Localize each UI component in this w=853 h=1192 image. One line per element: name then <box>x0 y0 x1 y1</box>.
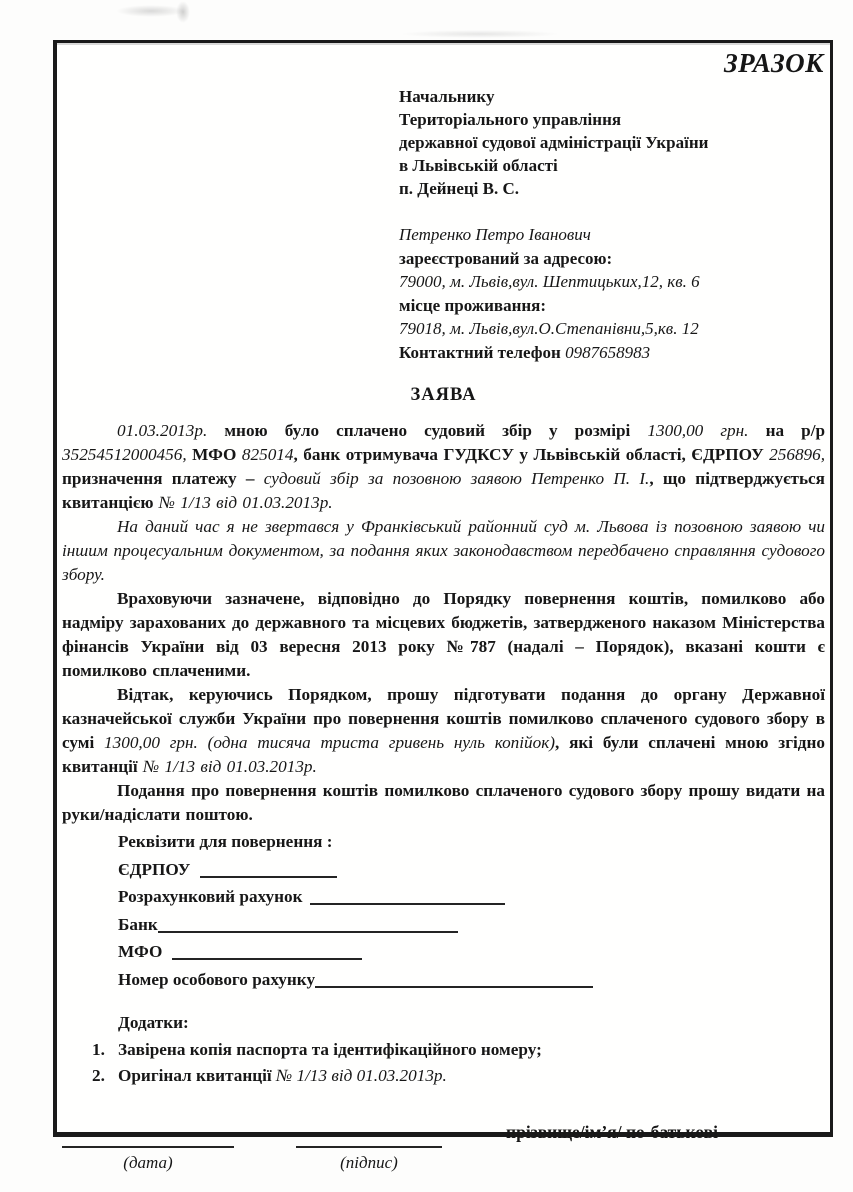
fullname-hint: прізвище/ім’я/ по-батькові <box>506 1122 718 1143</box>
applicant-block <box>399 223 825 364</box>
field-label-bank: Банк <box>118 914 158 934</box>
text-run: на р/р <box>765 421 831 441</box>
text-run: , що підтверджується квитанцією <box>62 469 831 513</box>
scan-smudge <box>176 1 190 23</box>
paragraph-refund-request <box>62 683 831 779</box>
requisite-row-account <box>118 883 825 911</box>
paragraph-procedure-reference <box>62 587 831 683</box>
text-run: МФО <box>192 445 242 465</box>
text-run: 01.03.2013р. <box>117 421 225 441</box>
attachment-item <box>92 1037 825 1064</box>
residence-value: 79018, м. Львів,вул.О.Степанівни,5,кв. 12 <box>399 319 699 339</box>
paragraph-delivery-method <box>62 779 831 827</box>
document-title: ЗАЯВА <box>410 385 477 406</box>
requisites-block <box>118 828 825 993</box>
date-signature-line <box>62 1118 234 1148</box>
date-caption: (дата) <box>123 1152 173 1172</box>
document-border-frame <box>53 40 833 1172</box>
attachment-text <box>118 1040 542 1059</box>
paragraph-payment-details <box>62 419 831 515</box>
recipient-line: Територіального управління <box>399 110 622 130</box>
recipient-line: п. Дейнеці В. С. <box>399 179 520 199</box>
requisite-row-mfo <box>118 938 825 966</box>
text-run: 35254512000456, <box>62 445 193 465</box>
field-label-account: Розрахунковий рахунок <box>118 887 303 907</box>
blank-line-account <box>310 885 505 905</box>
registered-address-value: 79000, м. Львів,вул. Шептицьких,12, кв. 6 <box>399 272 700 292</box>
text-run: № 1/13 від 01.03.2013р. <box>158 493 333 513</box>
requisite-row-edrpou <box>118 856 825 884</box>
text-run: 256896, <box>769 445 831 465</box>
phone-line <box>399 341 825 365</box>
applicant-name: Петренко Петро Іванович <box>399 225 591 245</box>
requisite-row-personal-account <box>118 966 825 994</box>
attachment-number: 2. <box>92 1066 105 1086</box>
text-run: судовий збір за позовною заявою Петренко П. І. <box>263 469 650 489</box>
sign-signature-line <box>296 1118 442 1148</box>
recipient-line: Начальнику <box>399 87 495 107</box>
text-run: 825014 <box>241 445 294 465</box>
phone-number: 0987658983 <box>565 342 651 362</box>
text-run: , банк отримувача ГУДКСУ у Львівській області, ЄДРПОУ <box>293 445 770 465</box>
signature-captions <box>62 1153 825 1173</box>
attachments-heading: Додатки: <box>118 1013 189 1033</box>
recipient-block <box>399 85 825 200</box>
blank-line-personal-account <box>315 968 593 988</box>
residence-label: місце проживання: <box>399 295 547 315</box>
text-run: мною було сплачено судовий збір у розмірі <box>224 421 648 441</box>
blank-line-edrpou <box>200 858 337 878</box>
text-run: Відтак, керуючись Порядком, прошу підготувати подання до органу Державної казначейської служби України про повернення коштів помилково сплаченого судового збору в сумі <box>62 685 831 753</box>
scan-smudge <box>116 5 186 17</box>
text-run: призначення платежу – <box>62 469 264 489</box>
attachments-block <box>62 1010 825 1090</box>
signature-block <box>62 1118 825 1173</box>
text-run: № 1/13 від 01.03.2013р. <box>276 1066 447 1086</box>
registered-address-label: зареєстрований за адресою: <box>399 248 613 268</box>
field-label-personal-account: Номер особового рахунку <box>118 969 316 989</box>
phone-label: Контактний телефон <box>399 342 566 362</box>
blank-line-mfo <box>172 940 362 960</box>
requisites-heading: Реквізити для повернення : <box>118 832 333 852</box>
attachment-item <box>92 1063 825 1090</box>
blank-line-bank <box>158 913 458 933</box>
field-label-edrpou: ЄДРПОУ <box>118 859 191 879</box>
text-run: 1300,00 грн. (одна тисяча триста гривень нуль копійок) <box>104 733 555 753</box>
requisite-row-bank <box>118 911 825 939</box>
text-run: 1300,00 грн. <box>647 421 766 441</box>
recipient-line: в Львівській області <box>399 156 558 176</box>
sign-caption: (підпис) <box>340 1152 398 1172</box>
text-run: Враховуючи зазначене, відповідно до Порядку повернення коштів, помилково або надміру зарахованих до державного та місцевих бюджетів, затвердженого наказом Міністерства фінансів України від 03 вересня 2013 року №787 (надалі – Порядок), вказані кошти є помилково сплаченими. <box>62 589 831 681</box>
text-run: На даний час я не звертався у Франківський районний суд м. Львова із позовною заявою чи іншим процесуальним документом, за подання яких законодавством передбачено справляння судового збору. <box>62 517 831 585</box>
signature-row <box>62 1118 825 1148</box>
paragraph-no-claim-filed <box>62 515 831 587</box>
text-run: , які були сплачені мною згідно квитанції <box>62 733 831 777</box>
field-label-mfo: МФО <box>118 942 163 962</box>
attachment-text <box>118 1066 447 1085</box>
text-run: Подання про повернення коштів помилково сплаченого судового збору прошу видати на руки/надіслати поштою. <box>62 781 831 825</box>
attachment-number: 1. <box>92 1039 105 1059</box>
text-run: Завірена копія паспорта та ідентифікаційного номеру; <box>118 1039 542 1059</box>
recipient-line: державної судової адміністрації України <box>399 133 709 153</box>
scan-smudge <box>400 30 560 38</box>
text-run: № 1/13 від 01.03.2013р. <box>143 757 317 777</box>
text-run: Оригінал квитанції <box>118 1066 276 1086</box>
sample-stamp: ЗРАЗОК <box>723 48 824 78</box>
